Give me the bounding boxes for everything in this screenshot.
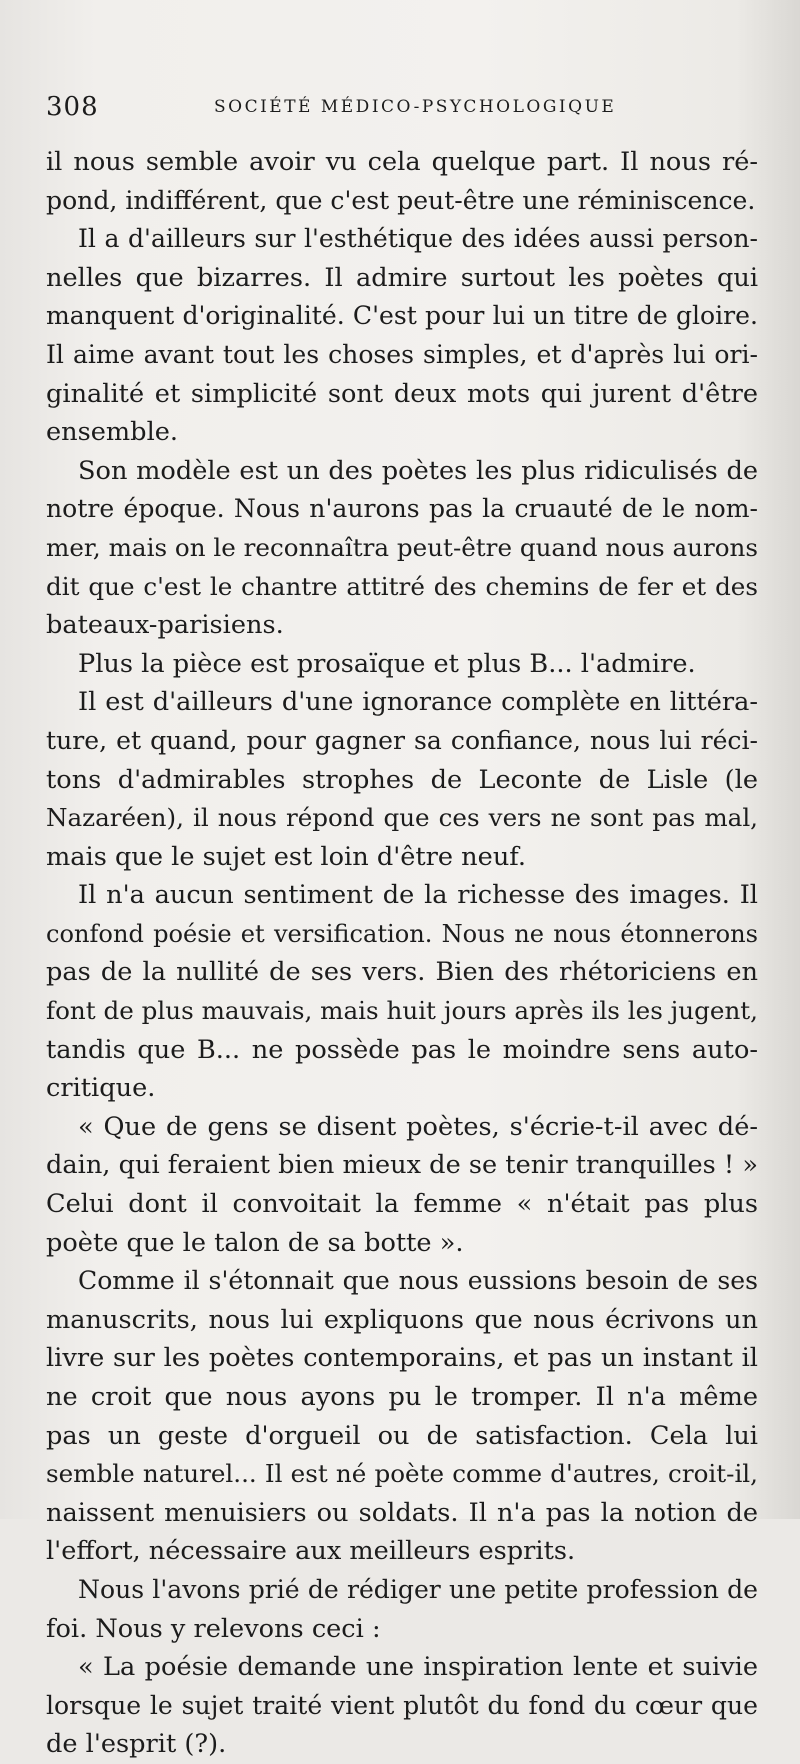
text-line: ginalité et simplicité sont deux mots qui jurent d'être (46, 378, 758, 409)
text-line: naissent menuisiers ou soldats. Il n'a pas la notion de (46, 1497, 758, 1528)
running-head: SOCIÉTÉ MÉDICO-PSYCHOLOGIQUE (214, 97, 617, 117)
text-line: dain, qui feraient bien mieux de se tenir tranquilles ! » (46, 1150, 758, 1181)
text-line: Nous l'avons prié de rédiger une petite profession de (78, 1574, 758, 1604)
text-line: Plus la pièce est prosaïque et plus B... l'admire. (78, 648, 696, 679)
text-line: Comme il s'étonnait que nous eussions besoin de ses (78, 1266, 758, 1296)
text-line: ensemble. (46, 417, 179, 448)
text-line: ture, et quand, pour gagner sa confiance, nous lui réci- (46, 725, 758, 755)
text-line: nelles que bizarres. Il admire surtout les poètes qui (46, 262, 758, 293)
text-line: Son modèle est un des poètes les plus ridiculisés de (78, 455, 758, 486)
text-line: Il est d'ailleurs d'une ignorance complète en littéra- (78, 687, 758, 718)
text-line: critique. (46, 1073, 156, 1104)
text-line: notre époque. Nous n'aurons pas la cruauté de le nom- (46, 494, 758, 524)
text-line: lorsque le sujet traité vient plutôt du fond du cœur que (46, 1690, 758, 1720)
page-number: 308 (46, 92, 99, 122)
text-line: tons d'admirables strophes de Leconte de Lisle (le (46, 764, 758, 795)
text-line: il nous semble avoir vu cela quelque part. Il nous ré- (46, 147, 758, 177)
text-line: Nazaréen), il nous répond que ces vers ne sont pas mal, (46, 803, 758, 833)
text-line: ne croit que nous ayons pu le tromper. Il n'a même (46, 1382, 758, 1412)
text-line: pas de la nullité de ses vers. Bien des rhétoriciens en (46, 957, 758, 988)
text-line: poète que le talon de sa botte ». (46, 1227, 464, 1258)
text-line: mer, mais on le reconnaîtra peut-être quand nous aurons (46, 532, 758, 562)
text-line: « La poésie demande une inspiration lente et suivie (78, 1652, 758, 1683)
text-line: Celui dont il convoitait la femme « n'était pas plus (46, 1189, 758, 1220)
text-line: confond poésie et versification. Nous ne nous étonnerons (46, 919, 758, 948)
text-line: manquent d'originalité. C'est pour lui un titre de gloire. (46, 301, 758, 331)
text-line: Il a d'ailleurs sur l'esthétique des idées aussi person- (78, 224, 758, 254)
text-line: semble naturel... Il est né poète comme d'autres, croit-il, (46, 1459, 758, 1489)
text-line: l'effort, nécessaire aux meilleurs esprits. (46, 1536, 576, 1567)
text-line: dit que c'est le chantre attitré des chemins de fer et des (46, 571, 758, 601)
text-line: mais que le sujet est loin d'être neuf. (46, 841, 526, 872)
text-line: tandis que B... ne possède pas le moindre sens auto- (46, 1034, 758, 1065)
text-line: bateaux-parisiens. (46, 610, 284, 641)
page-header (46, 92, 746, 128)
text-line: pas un geste d'orgueil ou de satisfaction. Cela lui (46, 1420, 758, 1451)
text-line: livre sur les poètes contemporains, et pas un instant il (46, 1343, 758, 1374)
text-line: pond, indifférent, que c'est peut-être une réminiscence. (46, 185, 756, 215)
text-line: Il aime avant tout les choses simples, et d'après lui ori- (46, 339, 758, 369)
text-line: Il n'a aucun sentiment de la richesse des images. Il (78, 880, 758, 911)
text-line: font de plus mauvais, mais huit jours après ils les jugent, (46, 996, 758, 1026)
text-line: foi. Nous y relevons ceci : (46, 1613, 381, 1644)
text-line: manuscrits, nous lui expliquons que nous écrivons un (46, 1304, 758, 1335)
body-text (46, 143, 758, 1764)
text-line: de l'esprit (?). (46, 1729, 227, 1760)
text-line: « Que de gens se disent poètes, s'écrie-t-il avec dé- (78, 1111, 758, 1142)
